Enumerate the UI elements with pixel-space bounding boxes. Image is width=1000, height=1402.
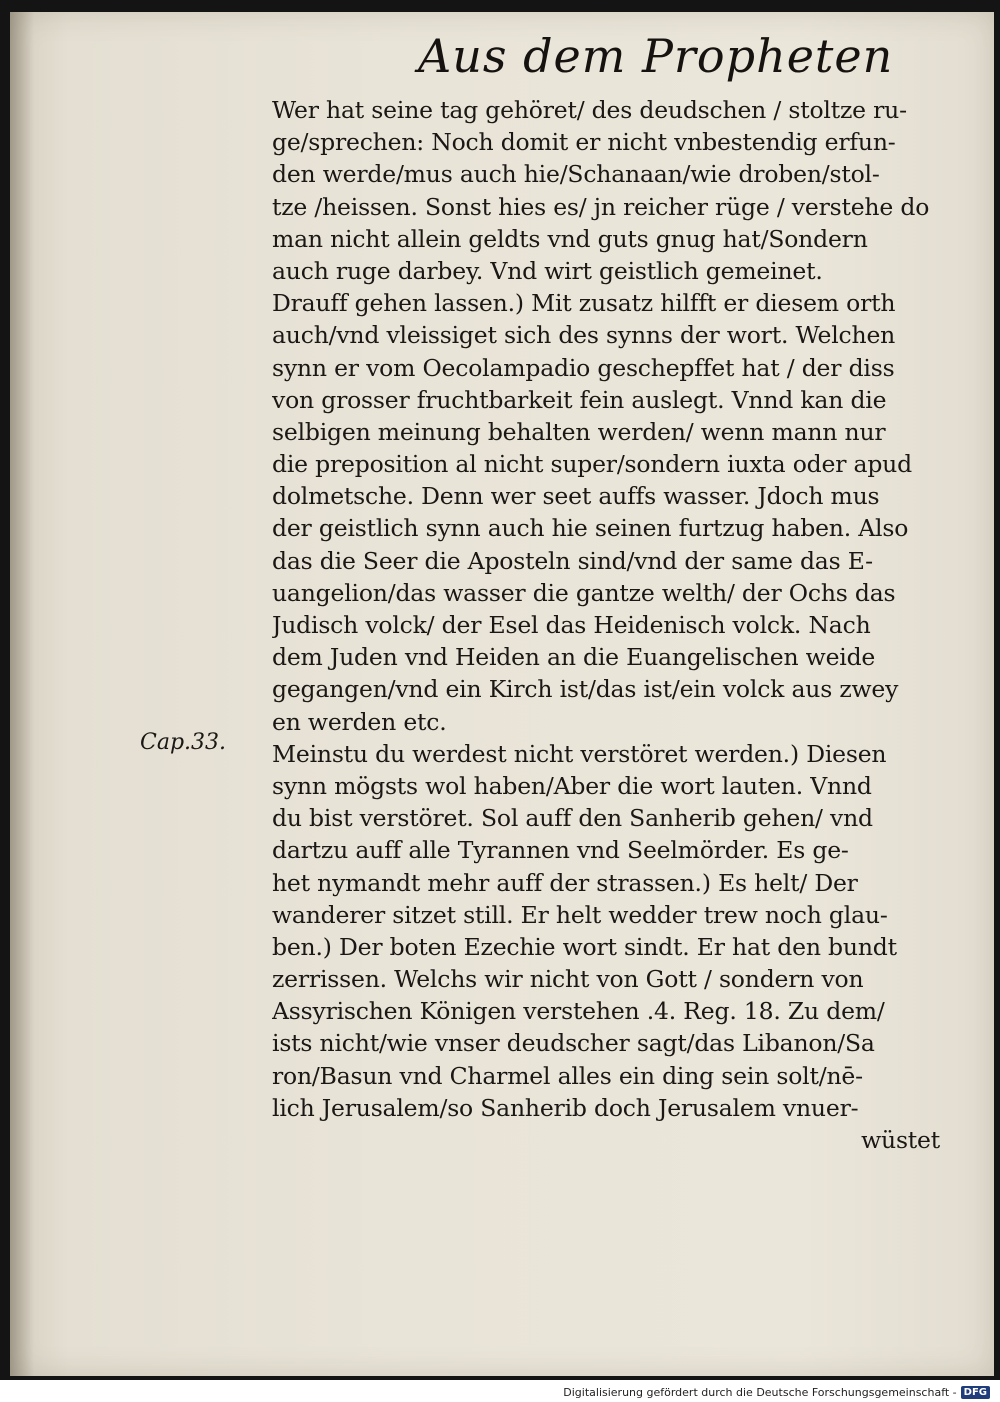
text-line: die preposition al nicht super/sondern iuxta oder apud bbox=[272, 450, 912, 479]
text-line: auch ruge darbey. Vnd wirt geistlich gemeinet. bbox=[272, 256, 823, 285]
text-line: ists nicht/wie vnser deudscher sagt/das Libanon/Sa bbox=[272, 1029, 875, 1058]
text-line: selbigen meinung behalten werden/ wenn mann nur bbox=[272, 417, 886, 446]
text-line: der geistlich synn auch hie seinen furtzug haben. Also bbox=[272, 514, 909, 543]
text-line: dem Juden vnd Heiden an die Euangelischen weide bbox=[272, 643, 876, 672]
text-line: tze /heissen. Sonst hies es/ jn reicher rüge / verstehe do bbox=[272, 192, 930, 221]
text-line: het nymandt mehr auff der strassen.) Es helt/ Der bbox=[272, 868, 858, 897]
text-line: wanderer sitzet still. Er helt wedder trew noch glau- bbox=[272, 900, 888, 929]
text-line: Wer hat seine tag gehöret/ des deudschen / stoltze ru- bbox=[272, 96, 907, 124]
text-line: Drauff gehen lassen.) Mit zusatz hilfft er diesem orth bbox=[272, 289, 896, 318]
text-line: en werden etc. bbox=[272, 707, 447, 736]
catchword: wüstet bbox=[861, 1126, 940, 1154]
text-line: Assyrischen Königen verstehen .4. Reg. 18. Zu dem/ bbox=[272, 997, 885, 1026]
text-line: von grosser fruchtbarkeit fein auslegt. Vnnd kan die bbox=[272, 385, 887, 414]
text-line: ben.) Der boten Ezechie wort sindt. Er hat den bundt bbox=[272, 932, 897, 961]
text-line: ge/sprechen: Noch domit er nicht vnbestendig erfun- bbox=[272, 128, 896, 157]
text-line: dolmetsche. Denn wer seet auffs wasser. Jdoch mus bbox=[272, 482, 880, 511]
text-line: Judisch volck/ der Esel das Heidenisch volck. Nach bbox=[272, 611, 871, 639]
text-line: uangelion/das wasser die gantze welth/ der Ochs das bbox=[272, 578, 896, 607]
text-line: du bist verstöret. Sol auff den Sanherib gehen/ vnd bbox=[272, 804, 873, 833]
text-line: lich Jerusalem/so Sanherib doch Jerusalem vnuer- bbox=[272, 1093, 859, 1122]
gutter-shadow bbox=[10, 12, 34, 1376]
text-line: ron/Basun vnd Charmel alles ein ding sein solt/nē- bbox=[272, 1061, 863, 1090]
text-line: man nicht allein geldts vnd guts gnug hat/Sondern bbox=[272, 224, 868, 253]
body-text bbox=[272, 94, 952, 1156]
credit-text: Digitalisierung gefördert durch die Deutsche Forschungsgemeinschaft - bbox=[563, 1385, 957, 1399]
dfg-logo: DFG bbox=[961, 1386, 990, 1399]
text-line: synn mögsts wol haben/Aber die wort lauten. Vnnd bbox=[272, 771, 872, 800]
text-line: dartzu auff alle Tyrannen vnd Seelmörder. Es ge- bbox=[272, 836, 849, 865]
chapter-margin-note: Cap.33. bbox=[140, 730, 227, 755]
text-line: Meinstu du werdest nicht verstöret werden.) Diesen bbox=[272, 739, 887, 768]
text-line: gegangen/vnd ein Kirch ist/das ist/ein volck aus zwey bbox=[272, 675, 899, 704]
text-line: auch/vnd vleissiget sich des synns der wort. Welchen bbox=[272, 321, 896, 350]
running-head: Aus dem Propheten bbox=[418, 29, 894, 83]
digitization-credit bbox=[563, 1384, 990, 1400]
text-line: synn er vom Oecolampadio geschepffet hat / der diss bbox=[272, 353, 895, 382]
text-line: das die Seer die Aposteln sind/vnd der same das E- bbox=[272, 546, 873, 575]
text-line: zerrissen. Welchs wir nicht von Gott / sondern von bbox=[272, 965, 864, 994]
text-line: den werde/mus auch hie/Schanaan/wie droben/stol- bbox=[272, 160, 880, 189]
